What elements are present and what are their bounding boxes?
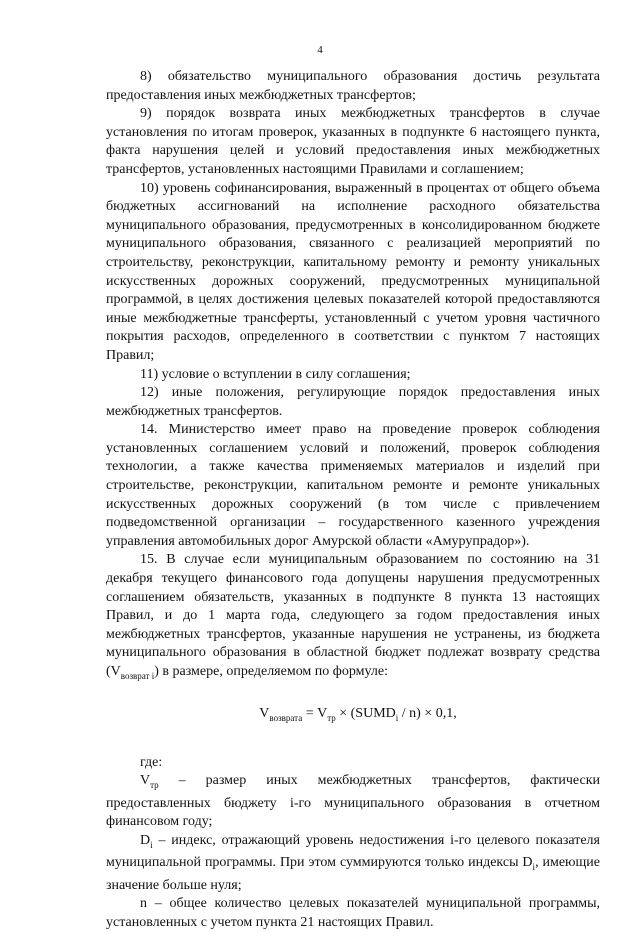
paragraph-item-10: 10) уровень софинансирования, выраженный в процентах от общего объема бюджетных ассигнований на исполнение расходного обязательства муниципального образования, предусмотренных в консолидированном бюджете муниципального образования, связанного с реализацией мероприятий по строительству, реконструкции, капитальному ремонту и ремонту уникальных искусственных дорожных сооружений, предусмотренных муниципальной программой, в целях достижения целевых показателей которой предоставляются иные межбюджетные трансферты, установленный с учетом уровня частичного покрытия расходов, определенного в соответствии с пунктом 7 настоящих Правил; (106, 180, 600, 363)
refund-symbol: $(V_{возврат i})$ в размере, определяемом по формуле: (106, 664, 388, 681)
refund-formula: $V_{возврата} = V_{тр}$ × $(SUMD_i / n) \times 0,1$, (259, 706, 457, 724)
paragraph-section-15 (106, 551, 600, 685)
definition-n: n – общее количество целевых показателей муниципальной программы, установленных с учетом пункта 21 настоящих Правил. (106, 896, 600, 930)
document-body (106, 68, 600, 933)
paragraph-item-9: 9) порядок возврата иных межбюджетных трансфертов в случае установления по итогам проверок, указанных в подпункте 6 настоящего пункта, факта нарушения целей и условий предоставления иных межбюджетных трансфертов, установленных настоящими Правилами и соглашением; (106, 106, 600, 177)
paragraph-item-11: 11) условие о вступлении в силу соглашения; (140, 366, 411, 382)
page-number: 4 (317, 44, 323, 56)
definition-vtr: $V_{тр}$ – размер иных межбюджетных трансфертов, фактически предоставленных бюджету i-го муниципального образования в отчетном финансовом году; (106, 773, 600, 830)
paragraph-item-8: 8) обязательство муниципального образования достичь результата предоставления иных межбюджетных трансфертов; (106, 69, 600, 103)
where-label: где: (140, 754, 163, 770)
paragraph-section-14: 14. Министерство имеет право на проведение проверок соблюдения установленных соглашением условий и положений, проверок соблюдения технологии, а также качества применяемых материалов и изделий при строительстве, реконструкции, капитальном ремонте и ремонте уникальных искусственных дорожных сооружений (в том числе с привлечением подведомственной организации – государственного казенного учреждения управления автомобильных дорог Амурской области «Амурупрадор»). (106, 422, 600, 549)
paragraph-section-15-text: 15. В случае если муниципальным образованием по состоянию на 31 декабря текущего финансового года допущены нарушения предусмотренных соглашением обязательств, указанных в подпункте 8 пункта 13 настоящих Правил, и до 1 марта года, следующего за годом предоставления иных межбюджетных трансфертов, указанные нарушения не устранены, из бюджета муниципального образования в областной бюджет подлежат возврату средства (106, 552, 600, 661)
definition-di: $D_i$ – индекс, отражающий уровень недостижения i-го целевого показателя муниципальной программы. При этом суммируются только индексы $D_i$, имеющие значение больше нуля; (106, 832, 601, 893)
paragraph-item-12: 12) иные положения, регулирующие порядок предоставления иных межбюджетных трансфертов. (106, 385, 600, 419)
